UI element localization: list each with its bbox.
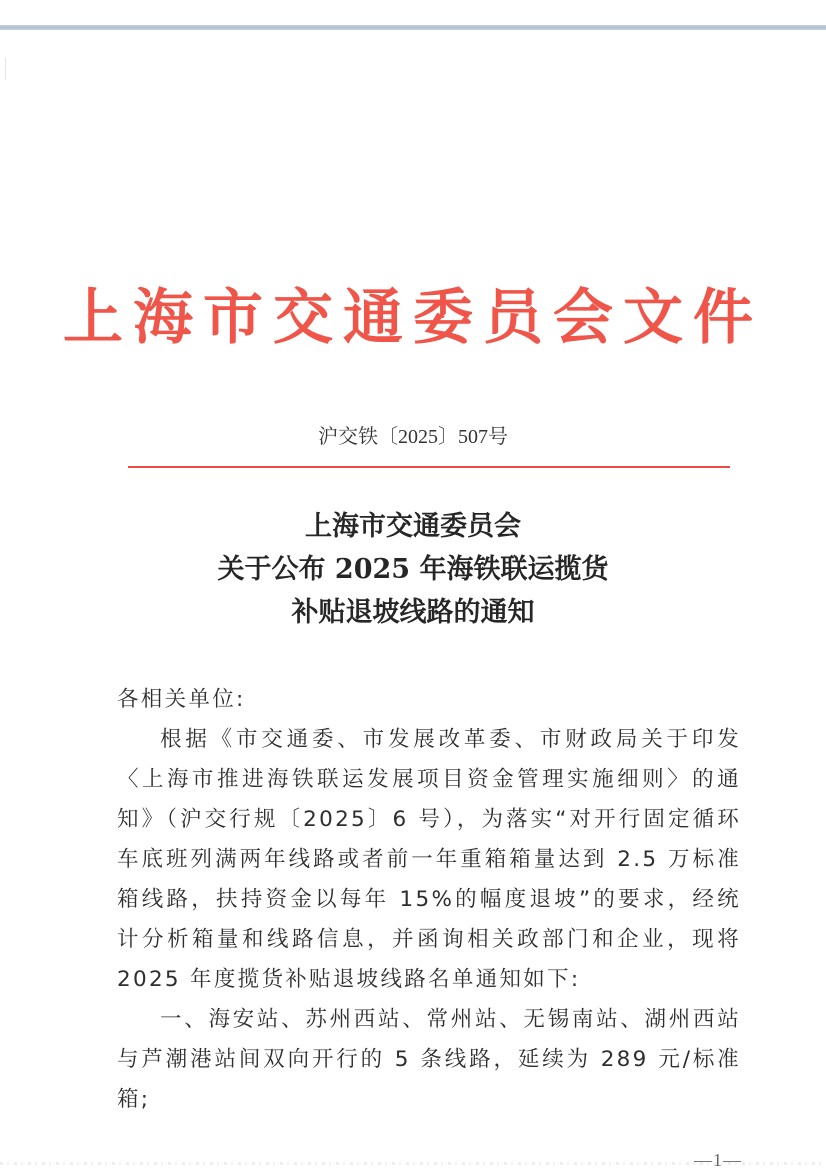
scan-edge-mark xyxy=(5,58,6,80)
title-line-2: 关于公布 2025 年海铁联运揽货 xyxy=(217,554,609,585)
paragraph-item-1: 一、海安站、苏州西站、常州站、无锡南站、湖州西站与芦潮港站间双向开行的 5 条线路，延续为 289 元/标准箱; xyxy=(117,1007,741,1112)
title-line-3: 补贴退坡线路的通知 xyxy=(291,597,535,628)
scan-border-band xyxy=(0,25,826,30)
red-separator-rule xyxy=(128,466,730,468)
document-title xyxy=(0,505,826,634)
document-number: 沪交铁〔2025〕507号 xyxy=(318,426,508,448)
document-body xyxy=(117,680,741,1120)
masthead-title: 上海市交通委员会文件 xyxy=(63,283,763,353)
page-number: —1— xyxy=(694,1150,742,1170)
paragraph-basis: 根据《市交通委、市发展改革委、市财政局关于印发〈上海市推进海铁联运发展项目资金管理实施细则〉的通知》（沪交行规〔2025〕6 号），为落实“对开行固定循环车底班列满两年线路或者前一年重箱箱量达到 2.5 万标准箱线路，扶持资金以每年 15%的幅度退坡”的要求，经统计分析箱量和线路信息，并函询相关政部门和企业，现将 2025 年度揽货补贴退坡线路名单通知如下: xyxy=(117,727,741,992)
salutation: 各相关单位: xyxy=(117,687,246,712)
title-line-1: 上海市交通委员会 xyxy=(305,511,521,542)
